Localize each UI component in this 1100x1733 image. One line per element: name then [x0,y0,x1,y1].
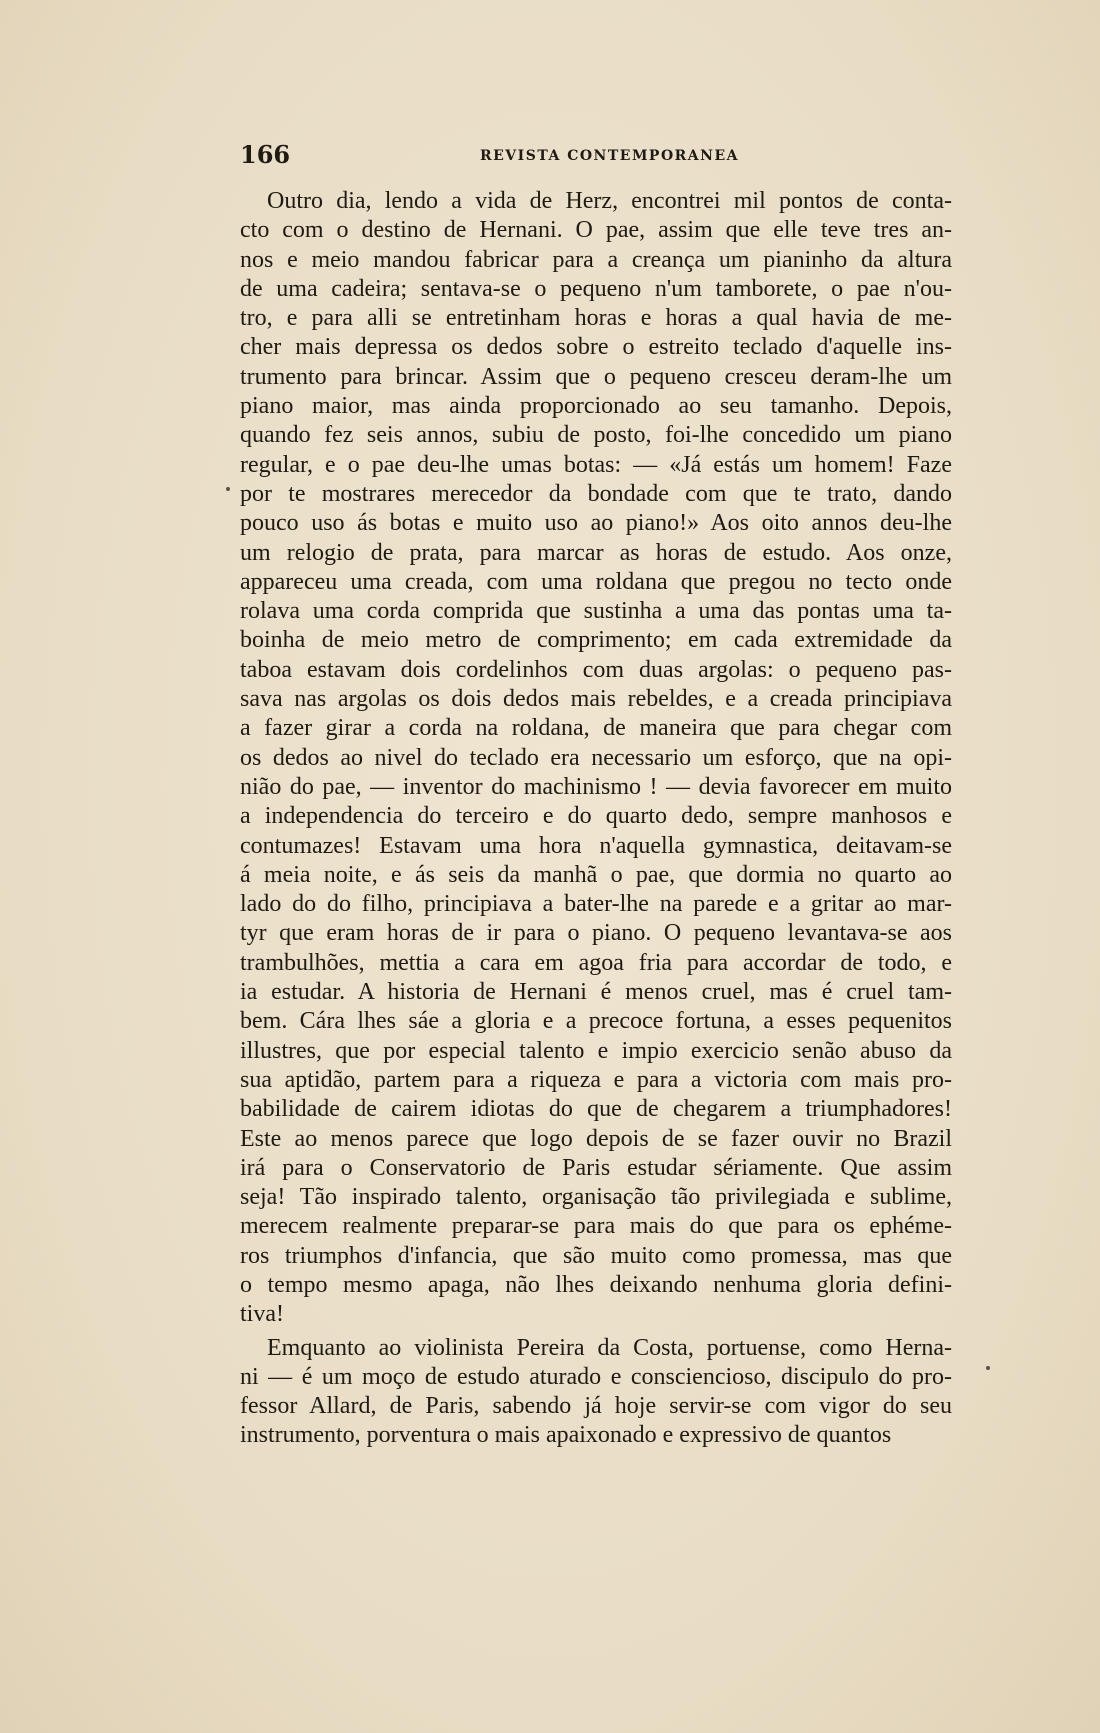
text-line: pouco uso ás botas e muito uso ao piano!» Aos oito annos deu-lhe [240,510,952,537]
paragraph [240,187,952,1330]
text-line: sava nas argolas os dois dedos mais rebeldes, e a creada principiava [240,686,952,713]
text-line: por te mostrares merecedor da bondade com que te trato, dando [240,480,952,507]
text-line: bem. Cára lhes sáe a gloria e a precoce fortuna, a esses pequenitos [240,1008,952,1035]
text-line: a fazer girar a corda na roldana, de maneira que para chegar com [240,715,952,742]
text-line: Outro dia, lendo a vida de Herz, encontrei mil pontos de conta- [267,188,952,214]
text-line: um relogio de prata, para marcar as horas de estudo. Aos onze, [240,539,952,566]
text-line: á meia noite, e ás seis da manhã o pae, que dormia no quarto ao [240,861,952,888]
text-line: sua aptidão, partem para a riqueza e para a victoria com mais pro- [240,1066,952,1093]
text-line: rolava uma corda comprida que sustinha a uma das pontas uma ta- [240,598,952,625]
text-line: tro, e para alli se entretinham horas e horas a qual havia de me- [240,305,952,332]
text-line: ni — é um moço de estudo aturado e consciencioso, discipulo do pro- [240,1363,952,1390]
running-title: REVISTA CONTEMPORANEA [480,148,739,164]
text-line: lado do do filho, principiava a bater-lhe na parede e a gritar ao mar- [240,891,952,918]
text-line: irá para o Conservatorio de Paris estudar sériamente. Que assim [240,1154,952,1181]
text-line: ros triumphos d'infancia, que são muito como promessa, mas que [240,1242,952,1269]
page-header [240,140,952,170]
text-line: tyr que eram horas de ir para o piano. O pequeno levantava-se aos [240,920,952,947]
text-line: cher mais depressa os dedos sobre o estreito teclado d'aquelle ins- [240,334,952,361]
text-line: piano maior, mas ainda proporcionado ao seu tamanho. Depois, [240,393,952,420]
paper-speck [986,1366,990,1370]
paper-speck [226,487,230,491]
text-line: quando fez seis annos, subiu de posto, foi-lhe concedido um piano [240,422,952,449]
text-line: nião do pae, — inventor do machinismo ! — devia favorecer em muito [240,773,952,800]
text-line: babilidade de cairem idiotas do que de chegarem a triumphadores! [240,1096,952,1123]
text-line: instrumento, porventura o mais apaixonado e expressivo de quantos [240,1422,892,1449]
page-number: 166 [240,140,291,169]
text-line: appareceu uma creada, com uma roldana que pregou no tecto onde [240,568,952,595]
text-line: boinha de meio metro de comprimento; em cada extremidade da [240,627,952,654]
text-line: seja! Tão inspirado talento, organisação tão privilegiada e sublime, [240,1184,952,1211]
text-line: o tempo mesmo apaga, não lhes deixando nenhuma gloria defini- [240,1271,952,1298]
text-line: Emquanto ao violinista Pereira da Costa, portuense, como Herna- [267,1334,952,1361]
paragraph [240,1334,952,1451]
text-line: os dedos ao nivel do teclado era necessario um esforço, que na opi- [240,744,952,771]
text-line: cto com o destino de Hernani. O pae, assim que elle teve tres an- [240,217,952,244]
text-line: trambulhões, mettia a cara em agoa fria para accordar de todo, e [240,949,952,976]
text-line: de uma cadeira; sentava-se o pequeno n'um tamborete, o pae n'ou- [240,275,952,302]
text-line: a independencia do terceiro e do quarto dedo, sempre manhosos e [240,803,952,830]
text-line: ia estudar. A historia de Hernani é menos cruel, mas é cruel tam- [240,979,952,1006]
text-line: contumazes! Estavam uma hora n'aquella gymnastica, deitavam-se [240,832,952,859]
text-line: trumento para brincar. Assim que o pequeno cresceu deram-lhe um [240,363,952,390]
text-line: fessor Allard, de Paris, sabendo já hoje servir-se com vigor do seu [240,1393,952,1420]
text-line: regular, e o pae deu-lhe umas botas: — «Já estás um homem! Faze [240,451,952,478]
text-line: taboa estavam dois cordelinhos com duas argolas: o pequeno pas- [240,656,952,683]
body-text [240,187,952,1451]
text-line: Este ao menos parece que logo depois de se fazer ouvir no Brazil [240,1125,952,1152]
text-line: merecem realmente preparar-se para mais do que para os ephéme- [240,1213,952,1240]
text-line: nos e meio mandou fabricar para a creança um pianinho da altura [240,246,952,273]
text-line: illustres, que por especial talento e impio exercicio senão abuso da [240,1037,952,1064]
text-line: tiva! [240,1301,284,1328]
